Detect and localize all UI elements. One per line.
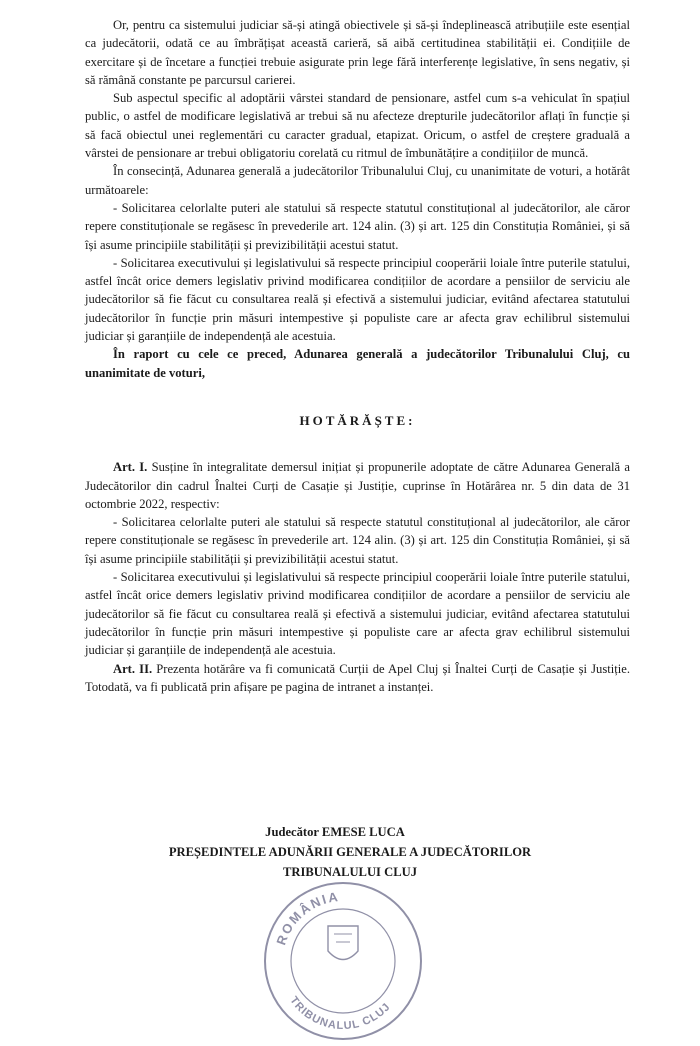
stamp-text-top: ROMÂNIA — [273, 888, 341, 948]
decision-heading: HOTĂRĂȘTE: — [299, 412, 416, 428]
paragraph-intro-1: Or, pentru ca sistemului judiciar să-și atingă obiectivele și să-și îndeplinească atribuțiile este esențial ca judecătorii, odată ce au îmbrățișat această carieră, să aibă certitudinea stabilității ei. Condițiile de exercitare și de încetare a funcției trebuie asigurate prin lege fără interferențe legislative, în sens negativ, și să rămână constante pe parcursul carierei. — [85, 18, 630, 87]
paragraph-intro-2: Sub aspectul specific al adoptării vârstei standard de pensionare, astfel cum s-a vehiculat în spațiul public, o astfel de modificare legislativă ar trebui să nu afecteze drepturile judecătorilor aflați în funcție și să facă obiectul unei reglementări cu caracter gradual, etapizat. Oricum, o astfel de creștere graduală a vârstei de pensionare ar trebui obligatoriu corelată cu ritmul de îmbunătățire a condițiilor de muncă. — [85, 91, 630, 161]
bold-statement: În raport cu cele ce preced, Adunarea generală a judecătorilor Tribunalului Cluj, cu unanimitate de voturi, — [85, 347, 630, 380]
svg-text:ROMÂNIA — [273, 889, 340, 947]
article-1-label: Art. I. — [113, 460, 148, 475]
article-1-text: Susține în integralitate demersul inițiat și propunerile adoptate de către Adunarea Generală a Judecătorilor din cadrul Înaltei Curți de Casație și Justiție, cuprinse în Hotărârea nr. 5 din data de 31 octombrie 2022, respectiv: — [85, 460, 630, 511]
signature-block — [0, 822, 700, 882]
article-2-label: Art. II. — [113, 661, 153, 676]
official-stamp-icon — [258, 876, 428, 1046]
paragraph-intro-3: În consecință, Adunarea generală a judecătorilor Tribunalului Cluj, cu unanimitate de voturi, a hotărât următoarele: — [85, 164, 630, 197]
article-1-item-2: - Solicitarea executivului și legislativului să respecte principiul cooperării loiale între puterile statului, astfel încât orice demers legislativ privind modificarea condițiilor de acordare a pensiilor de serviciu ale judecătorilor să fie făcut cu consultarea reală și efectivă a sistemului judiciar, evitând afectarea statutului judecătorilor în funcție prin măsuri intempestive și populiste care ar afecta grav echilibrul sistemului judiciar și garanțiile de independență ale acestuia. — [85, 570, 630, 658]
resolution-item-2: - Solicitarea executivului și legislativului să respecte principiul cooperării loiale între puterile statului, astfel încât orice demers legislativ privind modificarea condițiilor de acordare a pensiilor de serviciu ale judecătorilor să fie făcut cu consultarea reală și efectivă a sistemului judiciar, evitând afectarea statutului judecătorilor în funcție prin măsuri intempestive și populiste care ar afecta grav echilibrul sistemului judiciar și garanțiile de independență ale acestuia. — [85, 255, 630, 344]
article-2 — [85, 660, 630, 697]
article-1 — [85, 458, 630, 513]
signatory-name: Judecător EMESE LUCA — [265, 825, 405, 839]
signatory-title: PREȘEDINTELE ADUNĂRII GENERALE A JUDECĂTORILOR — [168, 845, 532, 859]
signatory-institution: TRIBUNALULUI CLUJ — [282, 865, 417, 879]
article-2-text: Prezenta hotărâre va fi comunicată Curții de Apel Cluj și Înaltei Curți de Casație și Justiție. Totodată, va fi publicată prin afișare pe pagina de intranet a instanței. — [85, 661, 630, 694]
article-1-item-1: - Solicitarea celorlalte puteri ale statului să respecte statutul constituțional al judecătorilor, ale căror repere constituționale se regăsesc în prevederile art. 124 alin. (3) și art. 125 din Constituția României, și să își asume principiile stabilității și previzibilității acestui statut. — [85, 515, 630, 566]
stamp-text-bottom: TRIBUNALUL CLUJ — [287, 994, 394, 1033]
resolution-item-1: - Solicitarea celorlalte puteri ale statului să respecte statutul constituțional al judecătorilor, ale căror repere constituționale se regăsesc în prevederile art. 124 alin. (3) și art. 125 din Constituția României, și să își asume principiile stabilității și previzibilității acestui statut. — [85, 200, 630, 252]
